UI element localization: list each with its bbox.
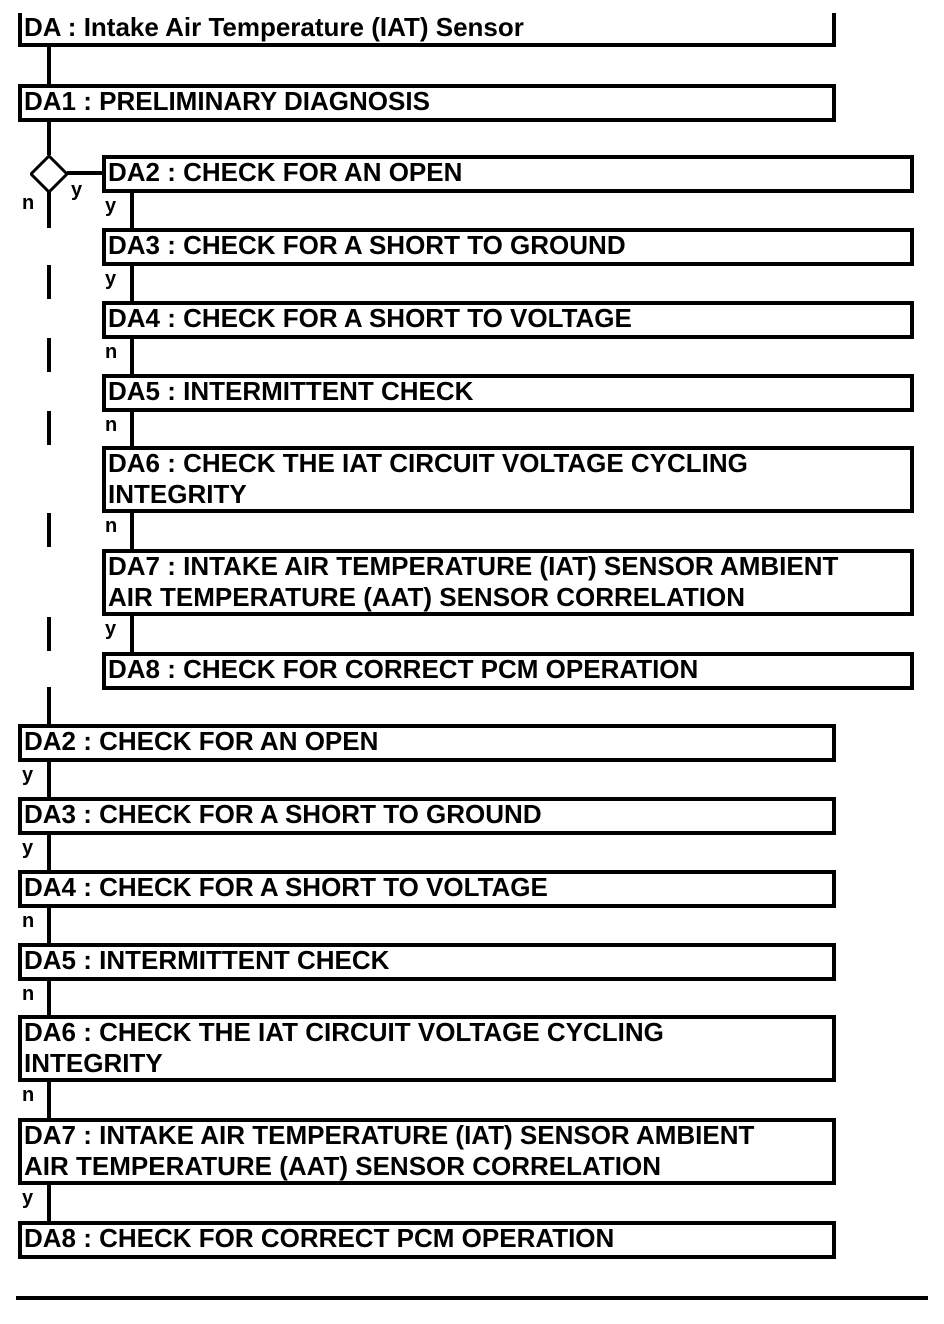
yes-branch-exit-label-DA3: y	[105, 268, 117, 290]
no-branch-step-label-DA3: DA3 : CHECK FOR A SHORT TO GROUND	[24, 799, 542, 829]
yes-branch-step-label-DA8: DA8 : CHECK FOR CORRECT PCM OPERATION	[108, 654, 699, 684]
yes-branch-step-box-DA8	[102, 652, 914, 690]
no-branch-step-label-DA7: DA7 : INTAKE AIR TEMPERATURE (IAT) SENSOR AMBIENT	[24, 1120, 755, 1150]
title-box	[18, 13, 836, 47]
step-box-DA1	[18, 84, 836, 122]
no-branch-step-label-DA5: DA5 : INTERMITTENT CHECK	[24, 945, 390, 975]
decision-yes-label: y	[71, 179, 83, 201]
decision-no-label: n	[22, 192, 35, 214]
yes-branch-step-box-DA2	[102, 155, 914, 193]
no-branch-connector-line	[47, 835, 51, 870]
no-branch-exit-label-DA3: y	[22, 837, 34, 859]
no-branch-exit-label-DA4: n	[22, 910, 35, 932]
no-branch-exit-label-DA6: n	[22, 1084, 35, 1106]
no-path-dash	[47, 411, 51, 445]
decision-diamond-shape	[31, 156, 67, 192]
no-branch-connector-line	[47, 1082, 51, 1118]
no-branch-step-label-DA6: DA6 : CHECK THE IAT CIRCUIT VOLTAGE CYCLING	[24, 1017, 664, 1047]
yes-branch-step-label-DA7: DA7 : INTAKE AIR TEMPERATURE (IAT) SENSOR AMBIENT	[108, 551, 839, 581]
yes-branch-exit-label-DA4: n	[105, 341, 118, 363]
yes-branch-exit-label-DA2: y	[105, 195, 117, 217]
no-branch-step-box-DA3	[18, 797, 836, 835]
no-path-dash	[47, 265, 51, 299]
no-branch-step-box-DA2	[18, 724, 836, 762]
yes-branch-step-box-DA4	[102, 301, 914, 339]
yes-branch-step-box-DA3	[102, 228, 914, 266]
step-label-DA1: DA1 : PRELIMINARY DIAGNOSIS	[24, 86, 430, 116]
yes-branch-step-label-DA4: DA4 : CHECK FOR A SHORT TO VOLTAGE	[108, 303, 632, 333]
connector-line	[47, 122, 51, 155]
no-branch-step-box-DA5	[18, 943, 836, 981]
yes-branch-connector-line	[130, 513, 134, 549]
yes-branch-exit-label-DA5: n	[105, 414, 118, 436]
no-branch-step-label-DA6: INTEGRITY	[24, 1048, 163, 1078]
yes-branch-step-label-DA2: DA2 : CHECK FOR AN OPEN	[108, 157, 463, 187]
yes-branch-step-box-DA7	[102, 549, 914, 616]
yes-branch-connector-line	[130, 266, 134, 301]
no-branch-step-label-DA8: DA8 : CHECK FOR CORRECT PCM OPERATION	[24, 1223, 615, 1253]
connector-line	[47, 687, 51, 724]
no-branch-exit-label-DA2: y	[22, 764, 34, 786]
no-branch-step-box-DA6	[18, 1015, 836, 1082]
no-branch-exit-label-DA7: y	[22, 1187, 34, 1209]
yes-branch-step-label-DA6: INTEGRITY	[108, 479, 247, 509]
yes-branch-step-label-DA5: DA5 : INTERMITTENT CHECK	[108, 376, 474, 406]
yes-branch-step-label-DA3: DA3 : CHECK FOR A SHORT TO GROUND	[108, 230, 626, 260]
no-branch-exit-label-DA5: n	[22, 983, 35, 1005]
no-branch-connector-line	[47, 1185, 51, 1221]
no-branch-step-label-DA7: AIR TEMPERATURE (AAT) SENSOR CORRELATION	[24, 1151, 661, 1181]
yes-branch-step-box-DA6	[102, 446, 914, 513]
yes-branch-connector-line	[130, 339, 134, 374]
no-branch-connector-line	[47, 908, 51, 943]
no-branch-step-box-DA8	[18, 1221, 836, 1259]
yes-branch-step-label-DA7: AIR TEMPERATURE (AAT) SENSOR CORRELATION	[108, 582, 745, 612]
yes-branch-connector-line	[130, 616, 134, 652]
no-branch-connector-line	[47, 762, 51, 797]
yes-branch-step-box-DA5	[102, 374, 914, 412]
decision-diamond	[30, 154, 70, 194]
no-branch-step-label-DA2: DA2 : CHECK FOR AN OPEN	[24, 726, 379, 756]
yes-branch-exit-label-DA7: y	[105, 618, 117, 640]
bottom-rule	[16, 1296, 928, 1300]
no-branch-connector-line	[47, 981, 51, 1015]
connector-line	[47, 192, 51, 228]
decision-yes-connector	[67, 171, 103, 175]
connector-line	[47, 47, 51, 84]
no-branch-step-label-DA4: DA4 : CHECK FOR A SHORT TO VOLTAGE	[24, 872, 548, 902]
yes-branch-step-label-DA6: DA6 : CHECK THE IAT CIRCUIT VOLTAGE CYCLING	[108, 448, 748, 478]
no-path-dash	[47, 338, 51, 372]
no-path-dash	[47, 513, 51, 547]
yes-branch-connector-line	[130, 412, 134, 446]
flowchart-title: DA : Intake Air Temperature (IAT) Sensor	[24, 12, 524, 42]
yes-branch-exit-label-DA6: n	[105, 515, 118, 537]
no-path-dash	[47, 617, 51, 651]
yes-branch-connector-line	[130, 193, 134, 228]
no-branch-step-box-DA4	[18, 870, 836, 908]
no-branch-step-box-DA7	[18, 1118, 836, 1185]
